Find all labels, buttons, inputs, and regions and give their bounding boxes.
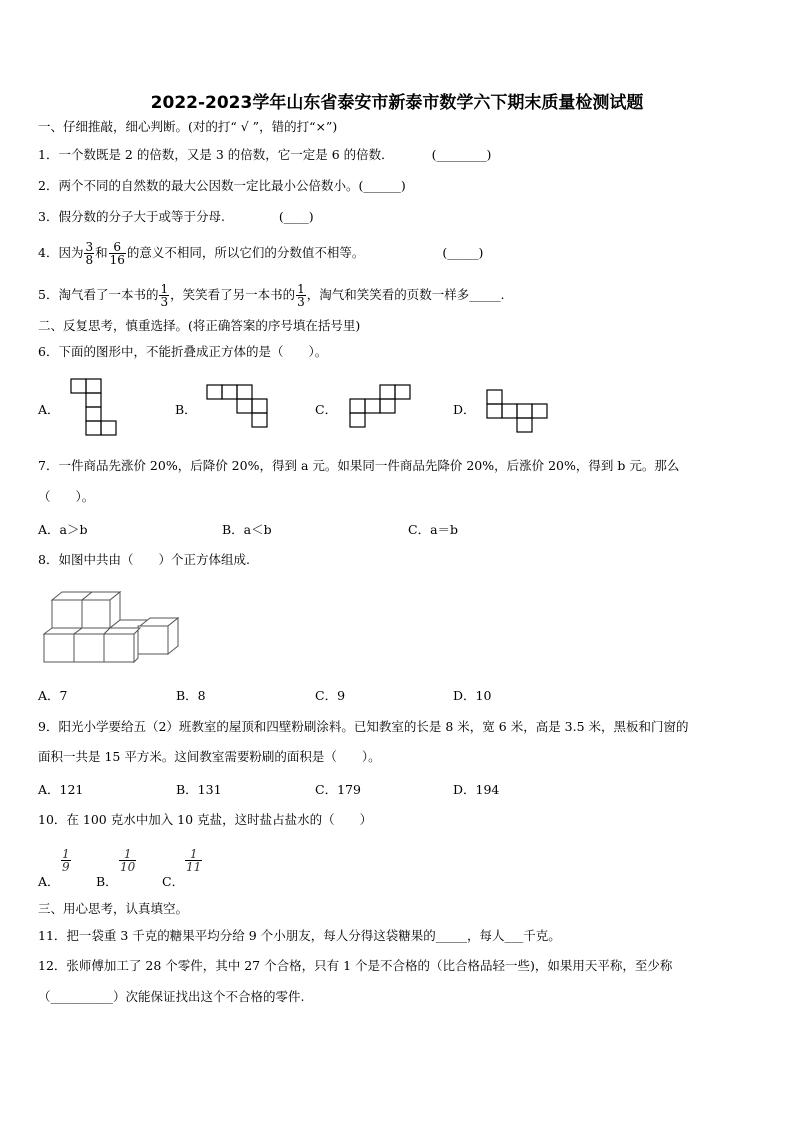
question-5-text-a: 5．淘气看了一本书的 — [38, 287, 159, 302]
q6-option-d-label[interactable]: D． — [453, 402, 476, 417]
question-1-text: 1．一个数既是 2 的倍数，又是 3 的倍数，它一定是 6 的倍数． — [38, 147, 394, 162]
question-3 — [38, 208, 314, 226]
fraction-1-3-a: $\frac{1}{3}$ — [160, 282, 169, 309]
question-5-text-c: ，淘气和笑笑看的页数一样多_____. — [306, 287, 505, 302]
q10-fraction-1-10: $\frac{1}{10}$ — [120, 847, 136, 874]
q10-option-b-label[interactable]: B． — [96, 874, 118, 889]
question-1 — [38, 146, 491, 164]
question-3-answer-blank[interactable]: (____) — [278, 209, 314, 224]
section-2-heading: 二、反复思考，慎重选择。(将正确答案的序号填在括号里) — [38, 318, 361, 333]
q7-option-b[interactable]: B．a＜b — [222, 522, 272, 537]
q6-net-c-figure — [349, 384, 413, 430]
q9-option-c[interactable]: C．179 — [315, 782, 361, 797]
question-12-line-2: （__________）次能保证找出这个不合格的零件. — [38, 989, 305, 1004]
question-12-line-1: 12．张师傅加工了 28 个零件，其中 27 个合格，只有 1 个是不合格的（比合格品轻一些)，如果用天平称，至少称 — [38, 958, 673, 973]
q6-option-b-label[interactable]: B． — [175, 402, 197, 417]
question-6: 6．下面的图形中，不能折叠成正方体的是（ ）。 — [38, 344, 328, 359]
q10-fraction-1-9: $\frac{1}{9}$ — [62, 847, 70, 874]
question-9-line-1: 9．阳光小学要给五（2）班教室的屋顶和四壁粉刷涂料。已知教室的长是 8 米，宽 6 米，高是 3.5 米，黑板和门窗的 — [38, 719, 689, 734]
question-7-line-2: （ ）。 — [38, 489, 95, 504]
question-7-line-1: 7．一件商品先涨价 20%，后降价 20%，得到 a 元。如果同一件商品先降价 20%，后涨价 20%，得到 b 元。那么 — [38, 458, 680, 473]
q9-option-d[interactable]: D．194 — [453, 782, 500, 797]
question-1-answer-blank[interactable]: (________) — [431, 147, 492, 162]
q10-option-a-label[interactable]: A． — [38, 874, 60, 889]
question-4-text-b: 和 — [95, 245, 108, 260]
question-5-text-b: ，笑笑看了另一本书的 — [170, 287, 296, 302]
question-4-text-c: 的意义不相同，所以它们的分数值不相等。 — [126, 245, 365, 260]
question-2-answer-blank[interactable]: (______) — [358, 178, 406, 193]
q6-option-c-label[interactable]: C． — [315, 402, 338, 417]
q8-option-a[interactable]: A．7 — [38, 688, 68, 703]
question-4-text-a: 4．因为 — [38, 245, 84, 260]
question-4 — [38, 238, 483, 268]
question-4-answer-blank[interactable]: (_____) — [442, 245, 484, 260]
q9-option-b[interactable]: B．131 — [176, 782, 222, 797]
q8-option-c[interactable]: C．9 — [315, 688, 346, 703]
question-9-line-2: 面积一共是 15 平方米。这间教室需要粉刷的面积是（ ）。 — [38, 749, 381, 764]
q8-option-d[interactable]: D．10 — [453, 688, 492, 703]
question-8: 8．如图中共由（ ）个正方体组成. — [38, 552, 250, 567]
fraction-1-3-b: $\frac{1}{3}$ — [297, 282, 305, 309]
q6-option-a-label[interactable]: A． — [38, 402, 60, 417]
q8-option-b[interactable]: B．8 — [176, 688, 206, 703]
q7-option-a[interactable]: A．a＞b — [38, 522, 88, 537]
q6-net-b-figure — [206, 384, 270, 430]
fraction-3-8: $\frac{3}{8}$ — [85, 240, 94, 267]
section-1-heading: 一、仔细推敲，细心判断。(对的打“ √ ”，错的打“×”) — [38, 119, 338, 134]
q10-option-c-label[interactable]: C． — [162, 874, 185, 889]
question-10: 10．在 100 克水中加入 10 克盐，这时盐占盐水的（ ） — [38, 812, 373, 827]
q7-option-c[interactable]: C．a＝b — [408, 522, 459, 537]
question-3-text: 3．假分数的分子大于或等于分母. — [38, 209, 225, 224]
q8-cubes-figure — [42, 590, 182, 666]
question-11: 11．把一袋重 3 千克的糖果平均分给 9 个小朋友，每人分得这袋糖果的_____，每人___千克。 — [38, 928, 561, 943]
q6-net-a-figure — [70, 378, 120, 438]
section-3-heading: 三、用心思考，认真填空。 — [38, 901, 189, 916]
question-2-text: 2．两个不同的自然数的最大公因数一定比最小公倍数小。 — [38, 178, 359, 193]
q6-net-d-figure — [486, 389, 550, 435]
fraction-6-16: $\frac{6}{16}$ — [109, 240, 125, 267]
q9-option-a[interactable]: A．121 — [38, 782, 84, 797]
q10-fraction-1-11: $\frac{1}{11}$ — [186, 847, 202, 874]
question-2 — [38, 177, 406, 195]
question-5 — [38, 280, 505, 310]
page-title: 2022-2023学年山东省泰安市新泰市数学六下期末质量检测试题 — [150, 93, 644, 113]
